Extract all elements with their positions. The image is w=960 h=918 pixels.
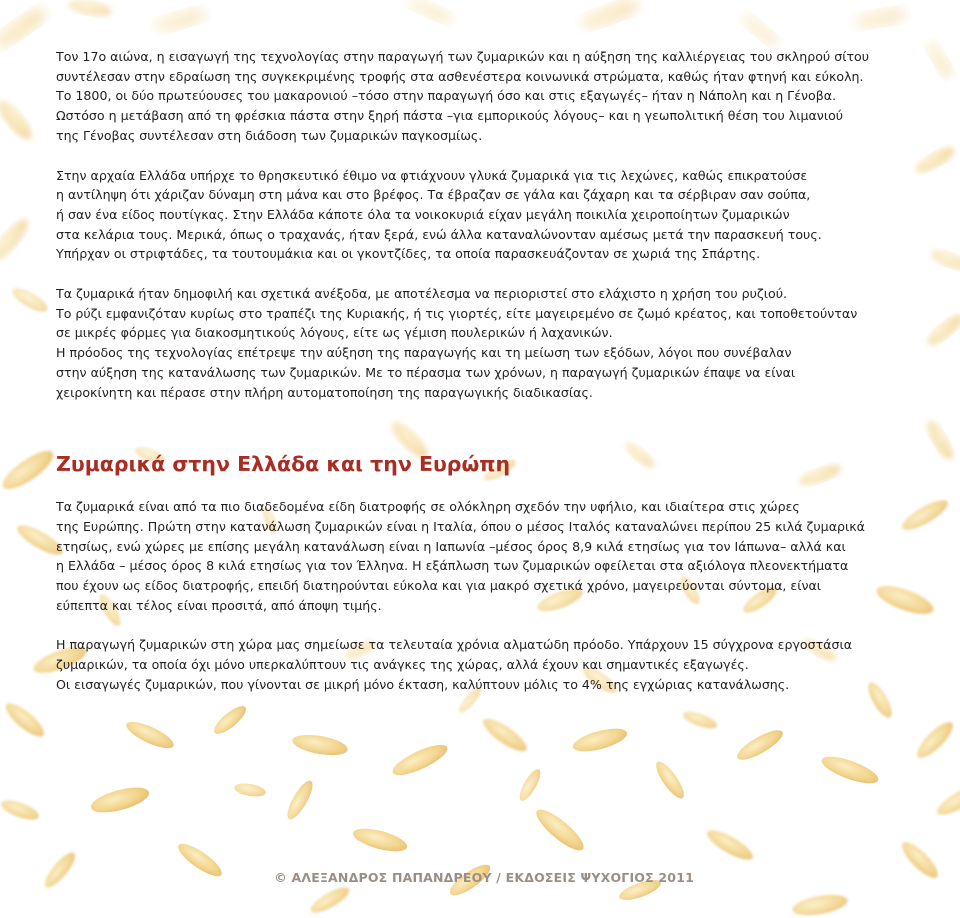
- section-history: [56, 47, 916, 402]
- text-line: της Ευρώπης. Πρώτη στην κατανάλωση ζυμαρικών είναι η Ιταλία, όπου ο μέσος Ιταλός καταναλώνει περίπου 25 κιλά ζυμαρικά: [56, 518, 865, 534]
- rice-grain: [733, 725, 786, 765]
- text-line: Οι εισαγωγές ζυμαρικών, που γίνονται σε μικρή μόνο έκταση, καλύπτουν μόλις το 4% της εγχώριας κατανάλωσης.: [56, 676, 790, 692]
- text-line: Ωστόσο η μετάβαση από τη φρέσκια πάστα στην ξηρή πάστα –για εμπορικούς λόγους– και η γεωπολιτική θέση του λιμανιού: [56, 108, 844, 124]
- text-line: Η πρόοδος της τεχνολογίας επέτρεψε την αύξηση της παραγωγής και τη μείωση των εξόδων, λόγοι που συνέβαλαν: [56, 345, 792, 361]
- text-line: Υπήρχαν οι στριφτάδες, τα τουτουμάκια και οι γκοντζίδες, τα οποία παρασκευάζονταν σε χωριά της Σπάρτης.: [56, 246, 761, 262]
- text-line: που έχουν ως είδος διατροφής, επειδή διατηρούνται εύκολα και για μακρό σχετικά χρόνο, μαγειρεύονται σύντομα, είναι: [56, 578, 822, 594]
- rice-grain: [853, 6, 907, 31]
- rice-grain: [307, 883, 352, 917]
- text-line: η Ελλάδα – μέσος όρος 8 κιλά ετησίως για τον Έλληνα. Η εξάπλωση των ζυμαρικών οφείλεται στα αξιόλογα πλεονεκτήματα: [56, 558, 849, 574]
- rice-grain: [283, 777, 317, 822]
- rice-grain: [40, 849, 79, 892]
- text-line: Στην αρχαία Ελλάδα υπήρχε το θρησκευτικό έθιμο να φτιάχνουν γλυκά ζυμαρικά για τις λεχώνες, καθώς επικρατούσε: [56, 167, 808, 183]
- text-line: Η παραγωγή ζυμαρικών στη χώρα μας σημείωσε τα τελευταία χρόνια αλματώδη πρόοδο. Υπάρχουν 15 σύγχρονα εργοστάσια: [56, 637, 853, 653]
- rice-grain: [233, 781, 267, 798]
- rice-grain: [933, 780, 960, 820]
- rice-grain: [351, 824, 410, 856]
- rice-grain: [9, 284, 51, 316]
- rice-grain: [739, 10, 782, 49]
- paragraph-ancient-greece: [56, 166, 916, 265]
- rice-grain: [531, 804, 589, 856]
- copyright-footer: © ΑΛΕΞΑΝΔΡΟΣ ΠΑΠΑΝΔΡΕΟΥ / ΕΚΔΟΣΕΙΣ ΨΥΧΟΓΙΟΣ 2011: [274, 870, 694, 885]
- rice-grain: [210, 702, 250, 738]
- text-line: εύπεπτα και τέλος είναι προσιτά, από άποψη τιμής.: [56, 597, 382, 613]
- paragraph-17th-century: [56, 47, 916, 146]
- section-heading: Ζυμαρικά στην Ελλάδα και την Ευρώπη: [56, 452, 511, 477]
- article-body: [56, 47, 916, 695]
- rice-grain: [681, 708, 719, 732]
- text-line: χειροκίνητη και πέρασε στην πλήρη αυτοματοποίηση της παραγωγικής διαδικασίας.: [56, 384, 593, 400]
- rice-grain: [291, 731, 349, 758]
- rice-grain: [924, 310, 960, 349]
- rice-grain: [819, 751, 882, 788]
- rice-grain: [0, 3, 50, 52]
- rice-grain: [791, 891, 849, 918]
- rice-grain: [153, 6, 207, 35]
- text-line: Το 1800, οι δύο πρωτεύουσες του μακαρονιού –τόσο στην παραγωγή όσο και στις εξαγωγές– ήταν η Νάπολη και η Γένοβα.: [56, 88, 837, 104]
- rice-grain: [174, 839, 226, 882]
- text-line: ζυμαρικών, τα οποία όχι μόνο υπερκαλύπτουν τις ανάγκες της χώρας, αλλά έχουν και σημαντικές εξαγωγές.: [56, 657, 749, 673]
- text-line: Το ρύζι εμφανιζόταν κυρίως στο τραπέζι της Κυριακής, ή τις γιορτές, είτε μαγειρεμένο σε ζωμό κρέατος, και τοποθετούνταν: [56, 305, 858, 321]
- text-line: ετησίως, ενώ χώρες με επίσης μεγάλη κατανάλωση είναι η Ιαπωνία –μέσος όρος 8,9 κιλά ετησίως για τον Ιάπωνα– αλλά και: [56, 538, 846, 554]
- text-line: η αντίληψη ότι χάριζαν δύναμη στη μάνα και στο βρέφος. Τα έβραζαν σε γάλα και ζάχαρη και τα σέρβιραν σαν σούπα,: [56, 187, 811, 203]
- section-greece-europe: [56, 497, 916, 694]
- rice-grain: [479, 714, 531, 757]
- rice-grain: [929, 247, 960, 274]
- text-line: συντέλεσαν στην εδραίωση της συγκεκριμένης τροφής στα ασθενέστερα κοινωνικά στρώματα, καθώς ήταν φτηνή και εύκολη.: [56, 68, 864, 84]
- text-line: Τον 17ο αιώνα, η εισαγωγή της τεχνολογίας στην παραγωγή των ζυμαρικών και η αύξηση της καλλιέργειας του σκληρού σίτου: [56, 49, 870, 64]
- paragraph-consumption: [56, 497, 916, 615]
- rice-grain: [516, 766, 544, 803]
- rice-grain: [924, 39, 956, 81]
- paragraph-production: [56, 635, 916, 694]
- rice-grain: [123, 717, 177, 753]
- text-line: της Γένοβας συντέλεσαν στη διάδοση των ζυμαρικών παγκοσμίως.: [56, 127, 483, 143]
- rice-grain: [923, 417, 957, 462]
- rice-grain: [912, 717, 957, 762]
- rice-grain: [88, 783, 151, 818]
- text-line: στην αύξηση της κατανάλωσης των ζυμαρικών. Με το πέρασμα των χρόνων, η παραγωγή ζυμαρικών έπαψε να είναι: [56, 364, 796, 380]
- text-line: Τα ζυμαρικά είναι από τα πιο διαδεδομένα είδη διατροφής σε ολόκληρη σχεδόν την υφήλιο, και ιδιαίτερα στις χώρες: [56, 499, 800, 515]
- rice-grain: [0, 215, 33, 265]
- text-line: ή σαν ένα είδος πουτίγκας. Στην Ελλάδα κάποτε όλα τα νοικοκυριά είχαν μεγάλη ποικιλία χειροποίητων ζυμαρικών: [56, 206, 790, 222]
- rice-grain: [0, 96, 37, 143]
- text-line: Τα ζυμαρικά ήταν δημοφιλή και σχετικά ανέξοδα, με αποτέλεσμα να περιοριστεί στο ελάχιστο η χρήση του ρυζιού.: [56, 286, 788, 302]
- rice-grain: [0, 445, 58, 496]
- rice-grain: [703, 825, 756, 865]
- rice-grain: [0, 797, 41, 824]
- rice-grain: [652, 758, 689, 802]
- rice-grain: [897, 837, 942, 882]
- rice-grain: [405, 0, 454, 26]
- rice-grain: [579, 0, 642, 33]
- rice-grain: [1, 698, 48, 741]
- rice-grain: [67, 0, 113, 19]
- text-line: στα κελάρια τους. Μερικά, όπως ο τραχανάς, ήταν ξερά, ενώ άλλα καταναλώνονταν αμέσως μετά την παρασκευή τους.: [56, 226, 822, 242]
- rice-grain: [571, 724, 630, 756]
- rice-grain: [912, 143, 957, 177]
- text-line: σε μικρές φόρμες για διακοσμητικούς λόγους, είτε ως γέμιση πουλερικών ή λαχανικών.: [56, 325, 613, 341]
- paragraph-technology: [56, 284, 916, 402]
- rice-grain: [389, 739, 451, 781]
